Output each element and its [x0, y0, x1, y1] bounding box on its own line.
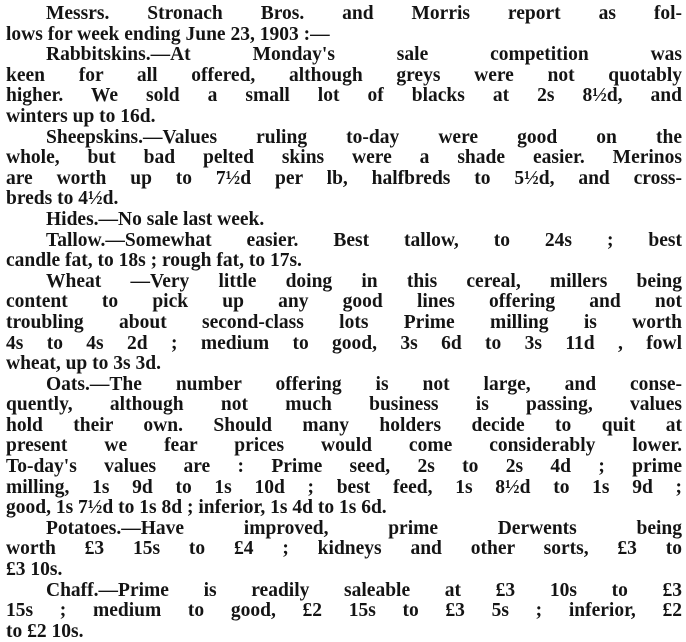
- report-line: are worth up to 7½d per lb, halfbreds to 5½d, and cross-: [6, 167, 682, 189]
- report-line: Chaff.—Prime is readily saleable at £3 10s to £3: [46, 579, 682, 601]
- report-line: hold their own. Should many holders decide to quit at: [6, 414, 682, 436]
- report-line: troubling about second-class lots Prime milling is worth: [6, 311, 682, 333]
- report-line: wheat, up to 3s 3d.: [6, 353, 161, 375]
- report-line: Sheepskins.—Values ruling to-day were good on the: [46, 126, 682, 148]
- report-line: Wheat —Very little doing in this cereal, millers being: [46, 270, 682, 292]
- report-line: milling, 1s 9d to 1s 10d ; best feed, 1s 8½d to 1s 9d ;: [6, 476, 682, 498]
- report-line: keen for all offered, although greys were not quotably: [6, 64, 682, 86]
- report-line: Oats.—The number offering is not large, and conse-: [46, 373, 682, 395]
- report-line: 4s to 4s 2d ; medium to good, 3s 6d to 3s 11d , fowl: [6, 332, 682, 354]
- report-line: quently, although not much business is passing, values: [6, 394, 682, 416]
- report-line: lows for week ending June 23, 1903 :—: [6, 23, 330, 45]
- report-line: higher. We sold a small lot of blacks at 2s 8½d, and: [6, 85, 682, 107]
- newspaper-market-report: [6, 4, 682, 642]
- report-line: worth £3 15s to £4 ; kidneys and other sorts, £3 to: [6, 538, 682, 560]
- report-line: 15s ; medium to good, £2 15s to £3 5s ; inferior, £2: [6, 600, 682, 622]
- report-line: Messrs. Stronach Bros. and Morris report as fol-: [46, 3, 682, 24]
- report-line: good, 1s 7½d to 1s 8d ; inferior, 1s 4d to 1s 6d.: [6, 497, 387, 519]
- report-line: candle fat, to 18s ; rough fat, to 17s.: [6, 250, 302, 272]
- report-line: £3 10s.: [6, 559, 63, 581]
- report-line: Rabbitskins.—At Monday's sale competition was: [46, 44, 682, 66]
- report-line: present we fear prices would come considerably lower.: [6, 435, 682, 457]
- report-line: Potatoes.—Have improved, prime Derwents being: [46, 517, 682, 539]
- report-line: To-day's values are : Prime seed, 2s to 2s 4d ; prime: [6, 456, 682, 478]
- report-line: winters up to 16d.: [6, 105, 156, 127]
- report-line: content to pick up any good lines offering and not: [6, 291, 682, 313]
- report-line: Hides.—No sale last week.: [46, 208, 265, 230]
- report-line: Tallow.—Somewhat easier. Best tallow, to 24s ; best: [46, 229, 682, 251]
- report-line: breds to 4½d.: [6, 188, 119, 210]
- report-line: whole, but bad pelted skins were a shade easier. Merinos: [6, 147, 682, 169]
- report-line: to £2 10s.: [6, 620, 84, 642]
